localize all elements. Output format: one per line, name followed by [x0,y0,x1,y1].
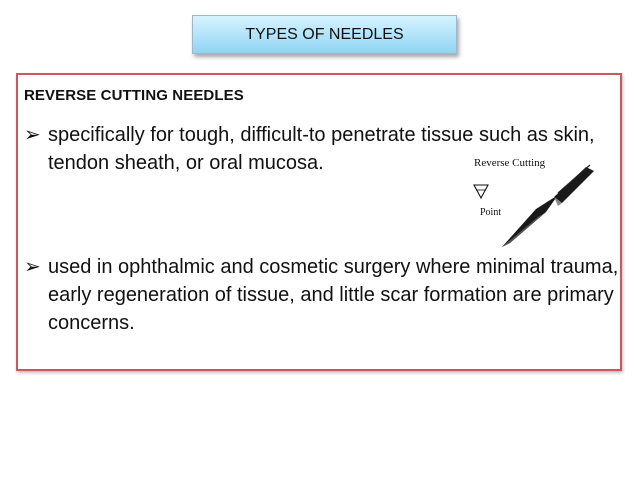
arrow-bullet-icon: ➢ [24,124,41,146]
needle-tip-icon [502,195,558,247]
bullet-text: used in ophthalmic and cosmetic surgery where minimal trauma, early regeneration of tissue, and little scar formation are primary concerns. [48,256,619,334]
content-box [16,73,622,371]
figure-label-reverse-cutting: Reverse Cutting [474,157,546,169]
bullet-item [24,253,619,337]
reverse-cutting-needle-figure [458,157,603,257]
slide-title: TYPES OF NEEDLES [245,25,404,43]
bullet-text: specifically for tough, difficult-to penetrate tissue such as skin, tendon sheath, or oral mucosa. [48,124,595,174]
figure-label-point: Point [480,207,502,218]
arrow-bullet-icon: ➢ [24,256,41,278]
needle-shaft-icon [554,167,594,203]
triangle-cross-section-icon [474,185,488,198]
slide-title-box [192,15,457,54]
section-heading: REVERSE CUTTING NEEDLES [24,87,244,104]
